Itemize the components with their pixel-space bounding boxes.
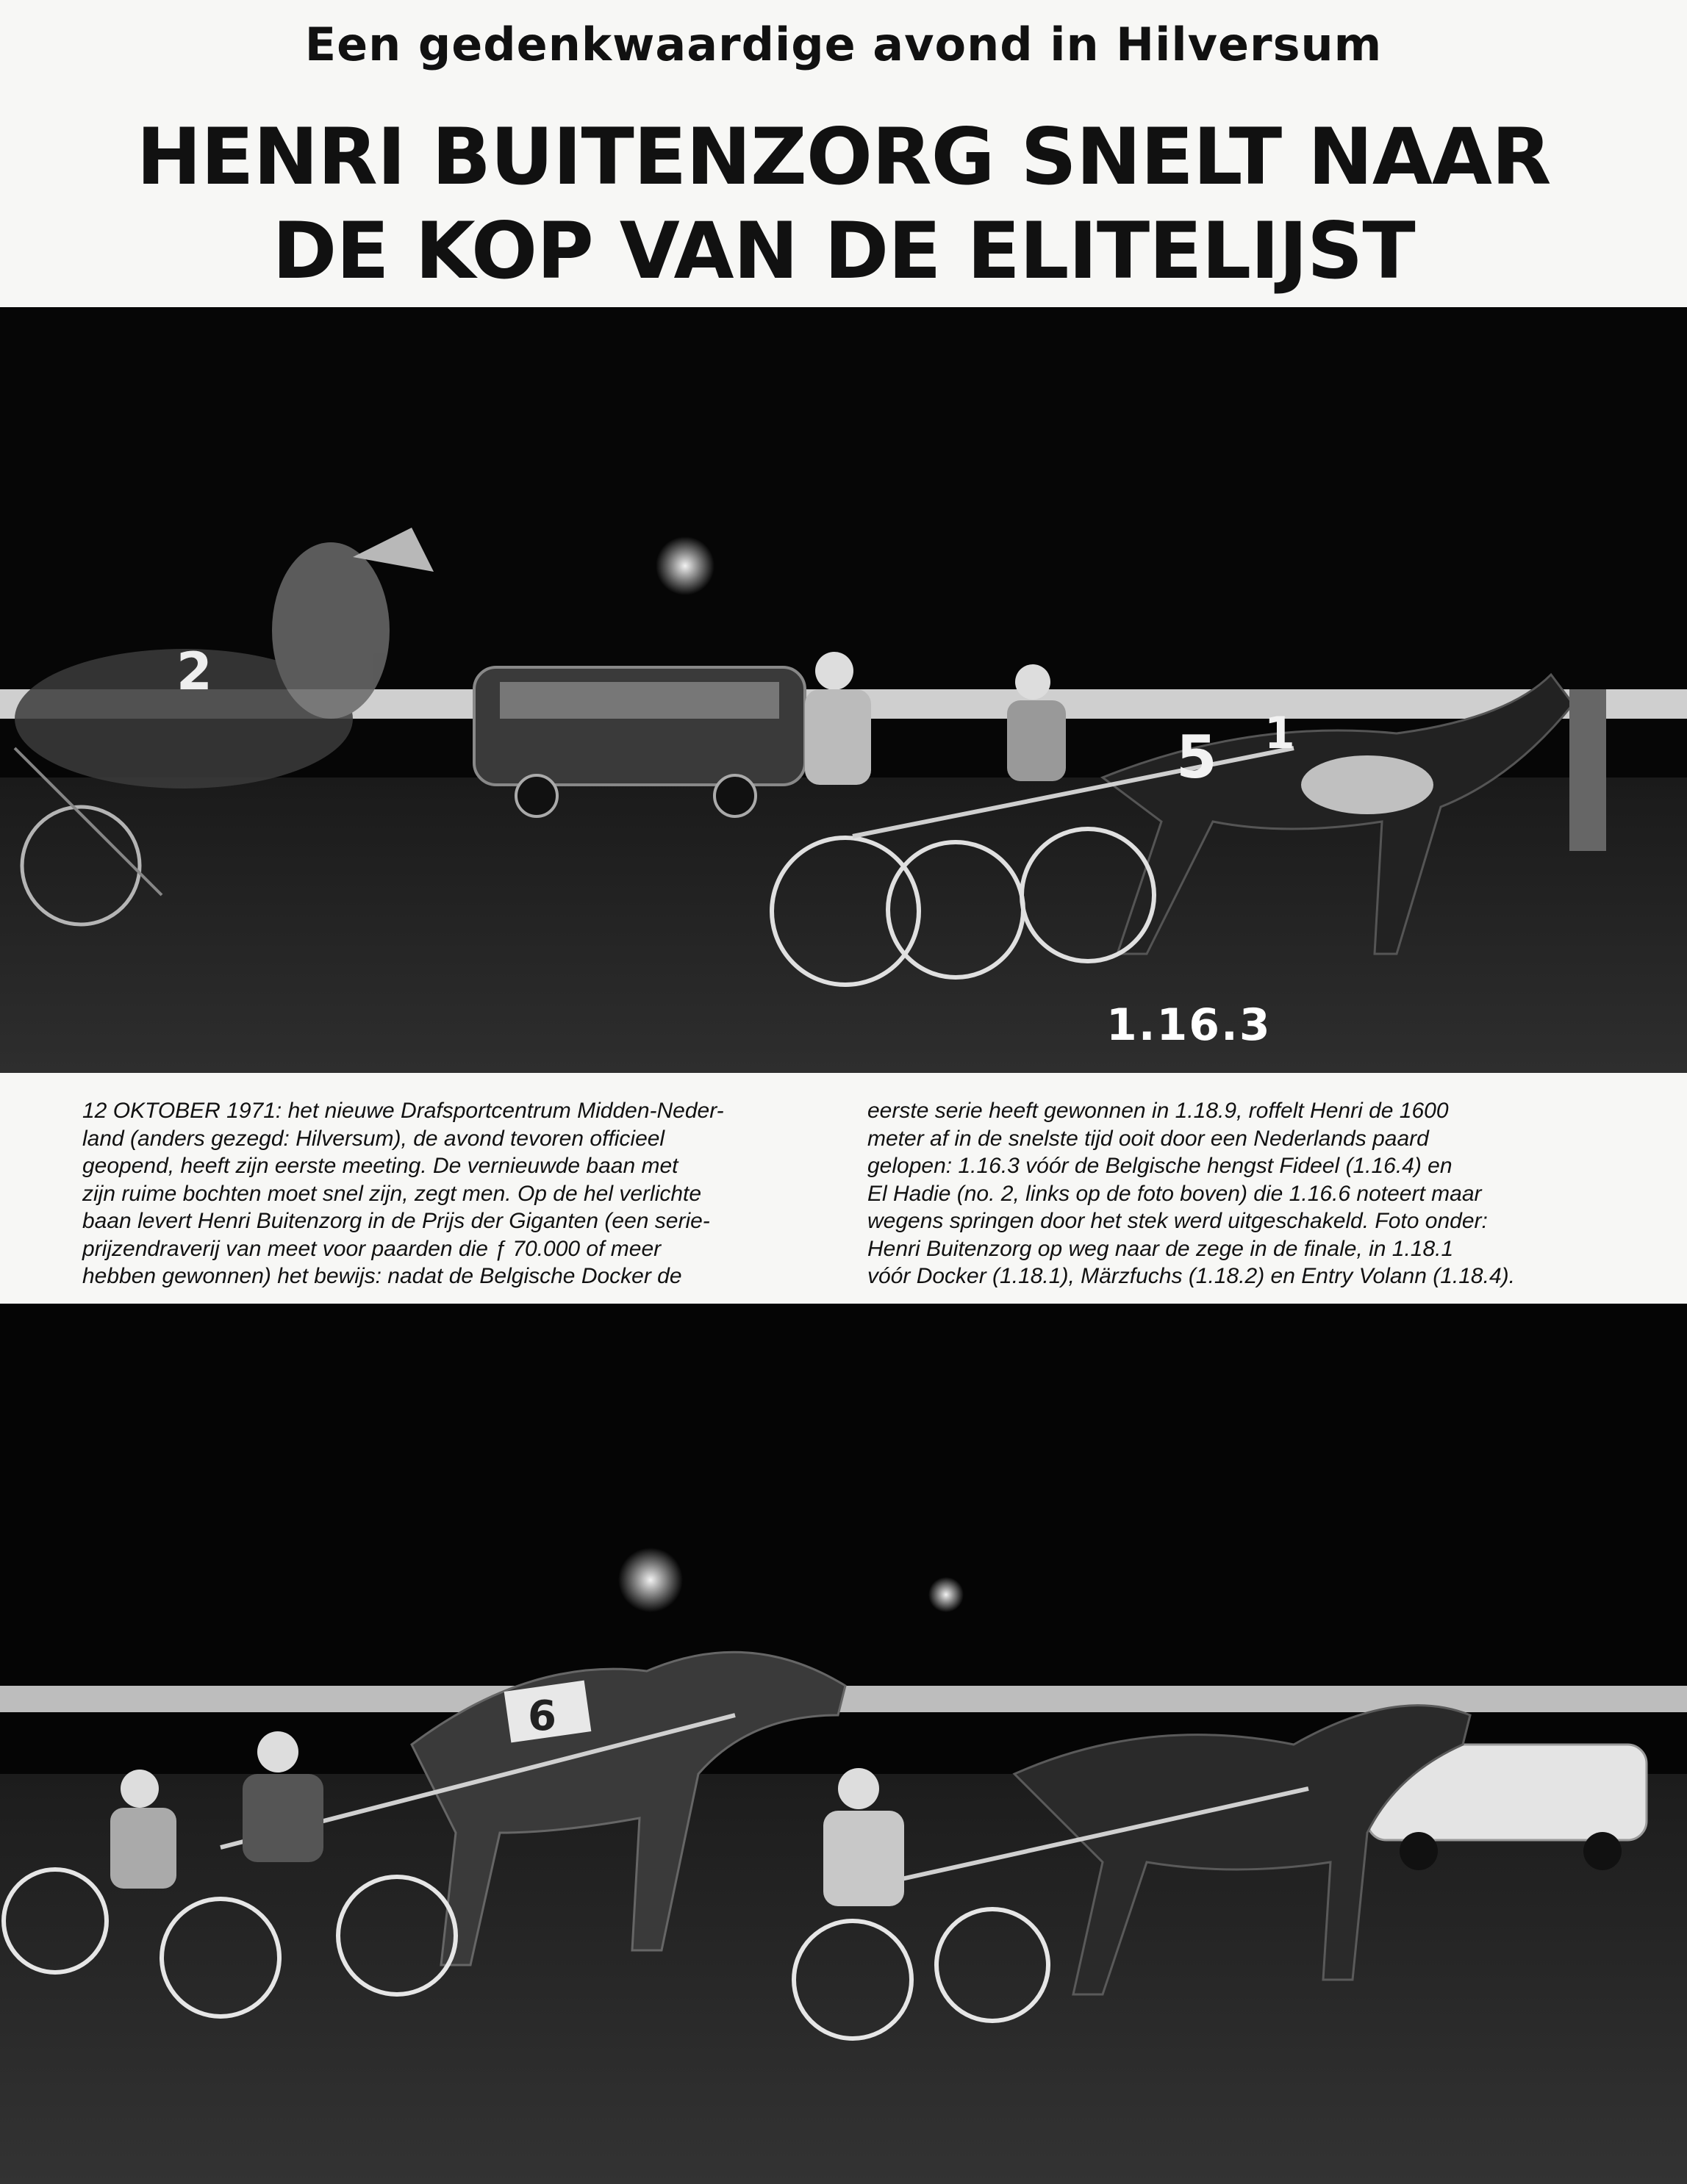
floodlight bbox=[656, 536, 714, 595]
caption-line: Henri Buitenzorg op weg naar de zege in de finale, in 1.18.1 bbox=[867, 1236, 1454, 1261]
caption-line: hebben gewonnen) het bewijs: nadat de Belgische Docker de bbox=[82, 1264, 682, 1288]
caption-left-column bbox=[82, 1097, 817, 1290]
caption-line: prijzendraverij van meet voor paarden die ƒ 70.000 of meer bbox=[82, 1236, 662, 1261]
caption-line: geopend, heeft zijn eerste meeting. De vernieuwde baan met bbox=[82, 1154, 678, 1178]
floodlight bbox=[618, 1548, 683, 1612]
caption-line: meter af in de snelste tijd ooit door een Nederlands paard bbox=[867, 1126, 1429, 1151]
bystander bbox=[1569, 689, 1606, 851]
kicker-line: Een gedenkwaardige avond in Hilversum bbox=[304, 18, 1383, 71]
caption-line: vóór Docker (1.18.1), Märzfuchs (1.18.2) en Entry Volann (1.18.4). bbox=[867, 1264, 1515, 1288]
caption-right-column bbox=[867, 1097, 1602, 1290]
photo-top-illustration bbox=[0, 307, 1687, 1073]
caption-line: land (anders gezegd: Hilversum), de avond tevoren officieel bbox=[82, 1126, 665, 1151]
race-number-left: 2 bbox=[176, 642, 212, 702]
caption-line: El Hadie (no. 2, links op de foto boven) die 1.16.6 noteert maar bbox=[867, 1181, 1482, 1206]
race-number-right: 1 bbox=[1264, 708, 1295, 759]
photo-top-race-finish bbox=[0, 307, 1687, 1073]
caption-line: zijn ruime bochten moet snel zijn, zegt men. Op de hel verlichte bbox=[82, 1181, 702, 1206]
photo-bottom-illustration bbox=[0, 1304, 1687, 2184]
race-number-center: 5 bbox=[1176, 723, 1217, 791]
floodlight-small bbox=[928, 1577, 964, 1612]
caption-line: baan levert Henri Buitenzorg in de Prijs der Giganten (een serie- bbox=[82, 1209, 710, 1233]
photo-bottom-race-final bbox=[0, 1304, 1687, 2184]
headline-line-2: DE KOP VAN DE ELITELIJST bbox=[272, 206, 1415, 296]
photo-finish-time: 1.16.3 bbox=[1106, 999, 1272, 1051]
caption-line: gelopen: 1.16.3 vóór de Belgische hengst Fideel (1.16.4) en bbox=[867, 1154, 1453, 1178]
caption-line: wegens springen door het stek werd uitgeschakeld. Foto onder: bbox=[867, 1209, 1488, 1233]
caption-line: eerste serie heeft gewonnen in 1.18.9, roffelt Henri de 1600 bbox=[867, 1099, 1449, 1123]
headline-line-1: HENRI BUITENZORG SNELT NAAR bbox=[136, 112, 1551, 202]
caption-line: 12 OKTOBER 1971: het nieuwe Drafsportcentrum Midden-Neder- bbox=[82, 1099, 724, 1123]
headline bbox=[0, 110, 1687, 298]
race-number-center: 6 bbox=[528, 1692, 556, 1740]
